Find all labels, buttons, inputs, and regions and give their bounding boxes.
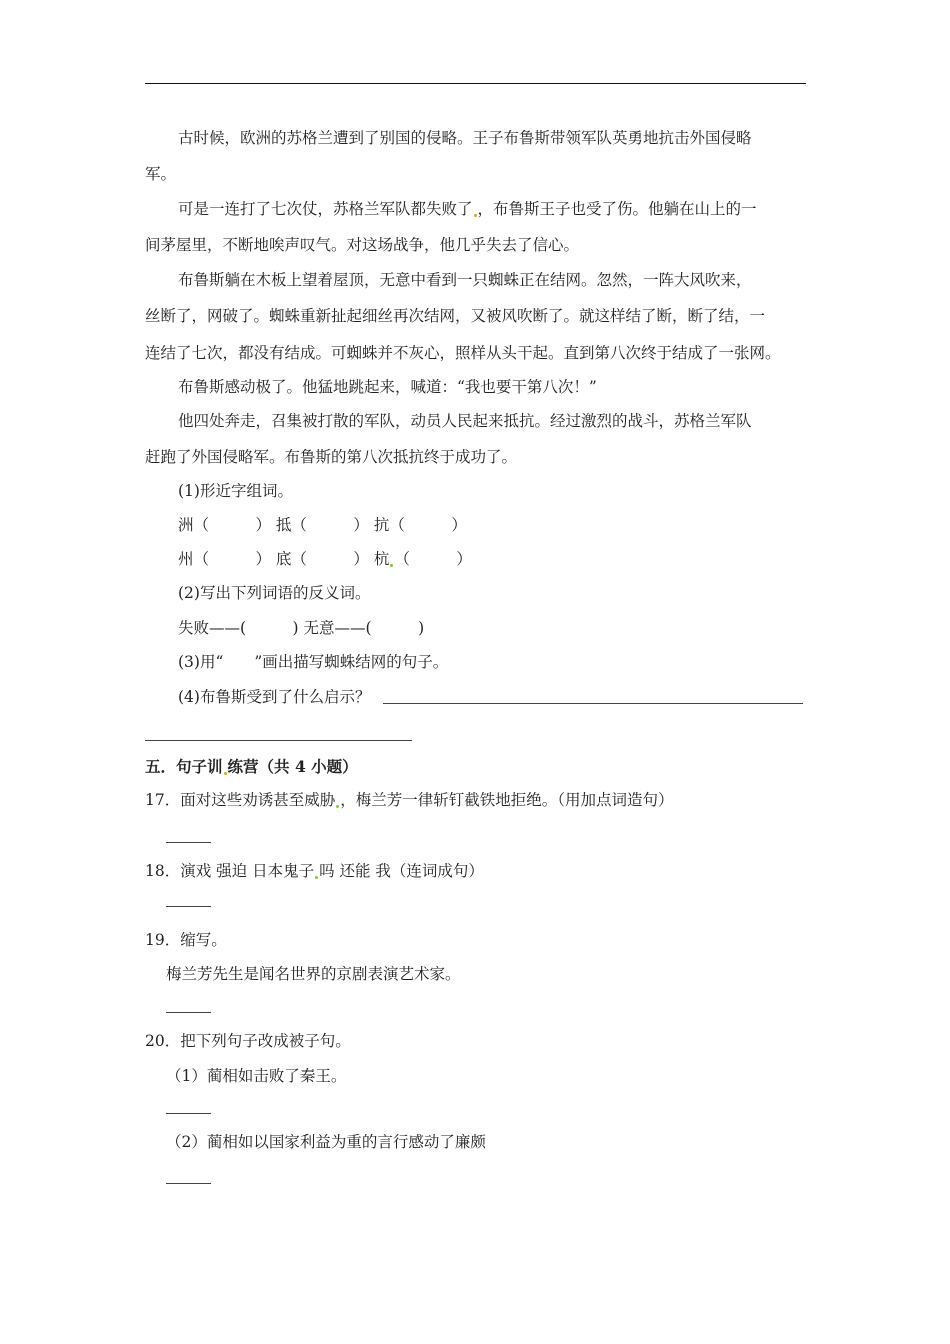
question-1-row2-text: 州（ ） 底（ ） 杭: [178, 550, 390, 568]
passage-p1-line1: 古时候，欧洲的苏格兰遭到了别国的侵略。王子布鲁斯带领军队英勇地抗击外国侵略: [178, 129, 752, 147]
passage-p1-line2: 军。: [145, 165, 177, 183]
section-5-heading-c: 小题）: [311, 757, 358, 776]
question-17-text-a: 17．面对这些劝诱甚至威胁: [145, 791, 336, 809]
question-20-part1: （1）蔺相如击败了秦王。: [166, 1067, 347, 1085]
question-17-text-b: ，梅兰芳一律斩钉截铁地拒绝。（用加点词造句）: [340, 791, 674, 809]
passage-p3-line3: 连结了七次，都没有结成。可蜘蛛并不灰心，照样从头干起。直到第八次终于结成了一张网。: [145, 344, 781, 362]
answer-line-q18[interactable]: [166, 906, 211, 907]
section-5-heading-a: 五．句子训: [145, 757, 223, 776]
question-20: 20．把下列句子改成被子句。: [145, 1032, 351, 1050]
question-2-title: (2)写出下列词语的反义词。: [178, 584, 371, 602]
question-1-row2: [178, 549, 472, 569]
passage-p3-line2: 丝断了，网破了。蜘蛛重新扯起细丝再次结网，又被风吹断了。就这样结了断，断了结，一: [145, 307, 766, 325]
question-18-text-a: 18．演戏 强迫 日本鬼子: [145, 862, 315, 880]
question-20-part2: （2）蔺相如以国家利益为重的言行感动了廉颇: [166, 1133, 486, 1151]
passage-p2-text-b: ，布鲁斯王子也受了伤。他躺在山上的一: [477, 200, 757, 218]
passage-p3-line1: 布鲁斯躺在木板上望着屋顶，无意中看到一只蜘蛛正在结网。忽然，一阵大风吹来，: [178, 271, 752, 289]
emphasis-dot: [474, 214, 477, 217]
emphasis-dot: [224, 772, 227, 775]
question-1-title: (1)形近字组词。: [178, 482, 293, 500]
passage-p5-line2: 赶跑了外国侵略军。布鲁斯的第八次抵抗终于成功了。: [145, 448, 518, 466]
question-19-sentence: 梅兰芳先生是闻名世界的京剧表演艺术家。: [166, 965, 461, 983]
passage-p5-line1: 他四处奔走，召集被打散的军队，动员人民起来抵抗。经过激烈的战斗，苏格兰军队: [178, 412, 752, 430]
answer-line-q20-1[interactable]: [166, 1113, 211, 1114]
emphasis-dot: [315, 876, 318, 879]
emphasis-dot: [336, 805, 339, 808]
emphasis-dot: [390, 564, 393, 567]
question-19: 19．缩写。: [145, 931, 227, 949]
question-18-text-b: 吗 还能 我（连词成句）: [319, 862, 484, 880]
question-1-row1: 洲（ ） 抵（ ） 抗（ ）: [178, 516, 467, 534]
answer-line-q4-continued[interactable]: [145, 740, 412, 741]
passage-p2-line2: 间茅屋里，不断地唉声叹气。对这场战争，他几乎失去了信心。: [145, 236, 580, 254]
answer-line-q17[interactable]: [166, 842, 211, 843]
question-4: (4)布鲁斯受到了什么启示？: [178, 688, 371, 706]
question-3: (3)用“ ”画出描写蜘蛛结网的句子。: [178, 653, 449, 671]
section-5-heading-b: 练营（共: [227, 757, 290, 776]
answer-line-q19[interactable]: [166, 1012, 211, 1013]
passage-p4: 布鲁斯感动极了。他猛地跳起来，喊道：“我也要干第八次！”: [178, 378, 597, 396]
section-5-heading: [145, 757, 358, 777]
question-17: [145, 790, 674, 810]
passage-p2-line1: [178, 199, 757, 219]
answer-line-q4[interactable]: [383, 703, 803, 704]
question-1-row2-blank: （ ）: [394, 550, 472, 568]
answer-line-q20-2[interactable]: [166, 1183, 211, 1184]
question-18: [145, 861, 484, 881]
header-rule: [145, 83, 806, 84]
section-5-heading-count: 4: [294, 757, 306, 776]
question-2-row: 失败——( ) 无意——( ): [178, 619, 425, 637]
passage-p2-text-a: 可是一连打了七次仗，苏格兰军队都失败了: [178, 200, 473, 218]
